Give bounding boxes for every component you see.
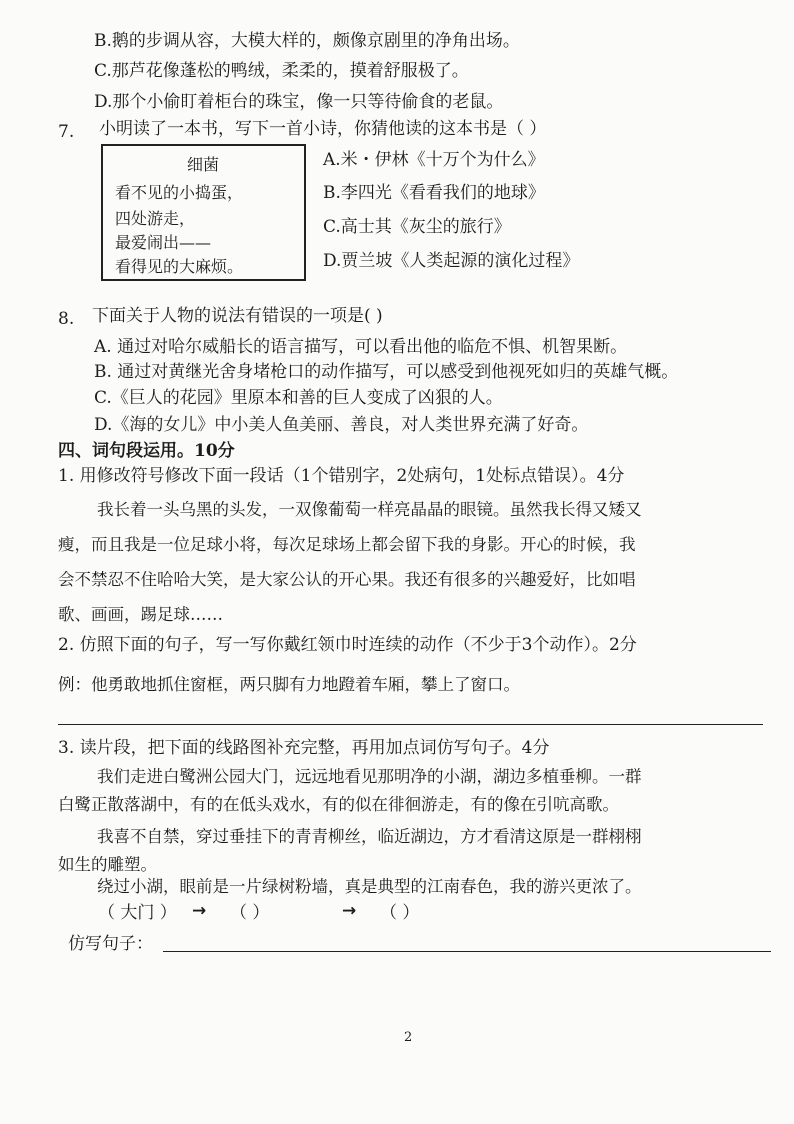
q3-paragraph-line: 如生的雕塑。: [58, 855, 157, 874]
poem-title: 细菌: [187, 155, 220, 174]
page-number: 2: [404, 1030, 413, 1045]
q8-question: 下面关于人物的说法有错误的一项是( ): [92, 306, 383, 326]
arrow-icon: →: [192, 901, 207, 921]
imitate-answer-line[interactable]: [163, 951, 771, 952]
q1-paragraph-line: 会不禁忍不住哈哈大笑，是大家公认的开心果。我还有很多的兴趣爱好，比如唱: [58, 570, 636, 589]
answer-line: [58, 724, 763, 725]
q3-paragraph-line: 我们走进白鹭洲公园大门，远远地看见那明净的小湖，湖边多植垂柳。一群: [97, 767, 642, 786]
poem-line: 最爱闹出——: [115, 233, 212, 252]
poem-line: 四处游走，: [115, 209, 196, 228]
q8-number: 8.: [58, 309, 75, 329]
section-title: 四、词句段运用。10分: [58, 441, 235, 461]
q1-paragraph-line: 瘦，而且我是一位足球小将，每次足球场上都会留下我的身影。开心的时候，我: [58, 535, 636, 554]
q2-example: 例：他勇敢地抓住窗框，两只脚有力地蹬着车厢，攀上了窗口。: [58, 675, 520, 694]
q6-option-c: C.那芦花像蓬松的鸭绒，柔柔的，摸着舒服极了。: [94, 61, 469, 81]
q3-paragraph-line: 白鹭正散落湖中，有的在低头戏水，有的似在徘徊游走，有的像在引吭高歌。: [58, 795, 619, 814]
q8-option-b: B. 通过对黄继光舍身堵枪口的动作描写，可以感受到他视死如归的英雄气概。: [94, 362, 679, 382]
arrow-icon: →: [342, 901, 357, 921]
q2-prompt: 2. 仿照下面的句子，写一写你戴红领巾时连续的动作（不少于3个动作）。2分: [58, 635, 637, 655]
q1-paragraph-line: 歌、画画，踢足球……: [58, 605, 223, 624]
route-blank-1[interactable]: （ ）: [230, 903, 270, 923]
q8-option-a: A. 通过对哈尔威船长的语言描写，可以看出他的临危不惧、机智果断。: [94, 337, 628, 357]
imitate-label: 仿写句子：: [68, 934, 153, 954]
q7-number: 7.: [58, 122, 75, 142]
q3-paragraph-line: 绕过小湖，眼前是一片绿树粉墙，真是典型的江南春色，我的游兴更浓了。: [97, 877, 642, 896]
q6-option-b: B.鹅的步调从容，大模大样的，颇像京剧里的净角出场。: [94, 31, 520, 51]
q7-option-a: A.米・伊林《十万个为什么》: [323, 150, 545, 170]
q3-paragraph-line: 我喜不自禁，穿过垂挂下的青青柳丝，临近湖边，方才看清这原是一群栩栩: [97, 827, 642, 846]
route-blank-2[interactable]: （ ）: [380, 903, 420, 923]
q8-option-d: D.《海的女儿》中小美人鱼美丽、善良，对人类世界充满了好奇。: [94, 415, 589, 435]
q1-paragraph-line: 我长着一头乌黑的头发，一双像葡萄一样亮晶晶的眼镜。虽然我长得又矮又: [97, 500, 642, 519]
q7-question: 小明读了一本书，写下一首小诗，你猜他读的这本书是（ ）: [99, 119, 547, 139]
q6-option-d: D.那个小偷盯着柜台的珠宝，像一只等待偷食的老鼠。: [94, 92, 504, 112]
q7-option-c: C.高士其《灰尘的旅行》: [323, 217, 511, 237]
q7-option-d: D.贾兰坡《人类起源的演化过程》: [323, 251, 580, 271]
poem-box: [101, 144, 306, 281]
q1-prompt: 1. 用修改符号修改下面一段话（1个错别字，2处病句，1处标点错误）。4分: [58, 466, 625, 486]
poem-line: 看得见的大麻烦。: [115, 257, 244, 276]
q8-option-c: C.《巨人的花园》里原本和善的巨人变成了凶狠的人。: [94, 388, 503, 408]
poem-line: 看不见的小捣蛋，: [115, 183, 244, 202]
q3-prompt: 3. 读片段，把下面的线路图补充完整，再用加点词仿写句子。4分: [58, 738, 550, 758]
route-start: （ 大门 ）: [98, 903, 177, 923]
q7-option-b: B.李四光《看看我们的地球》: [323, 183, 545, 203]
